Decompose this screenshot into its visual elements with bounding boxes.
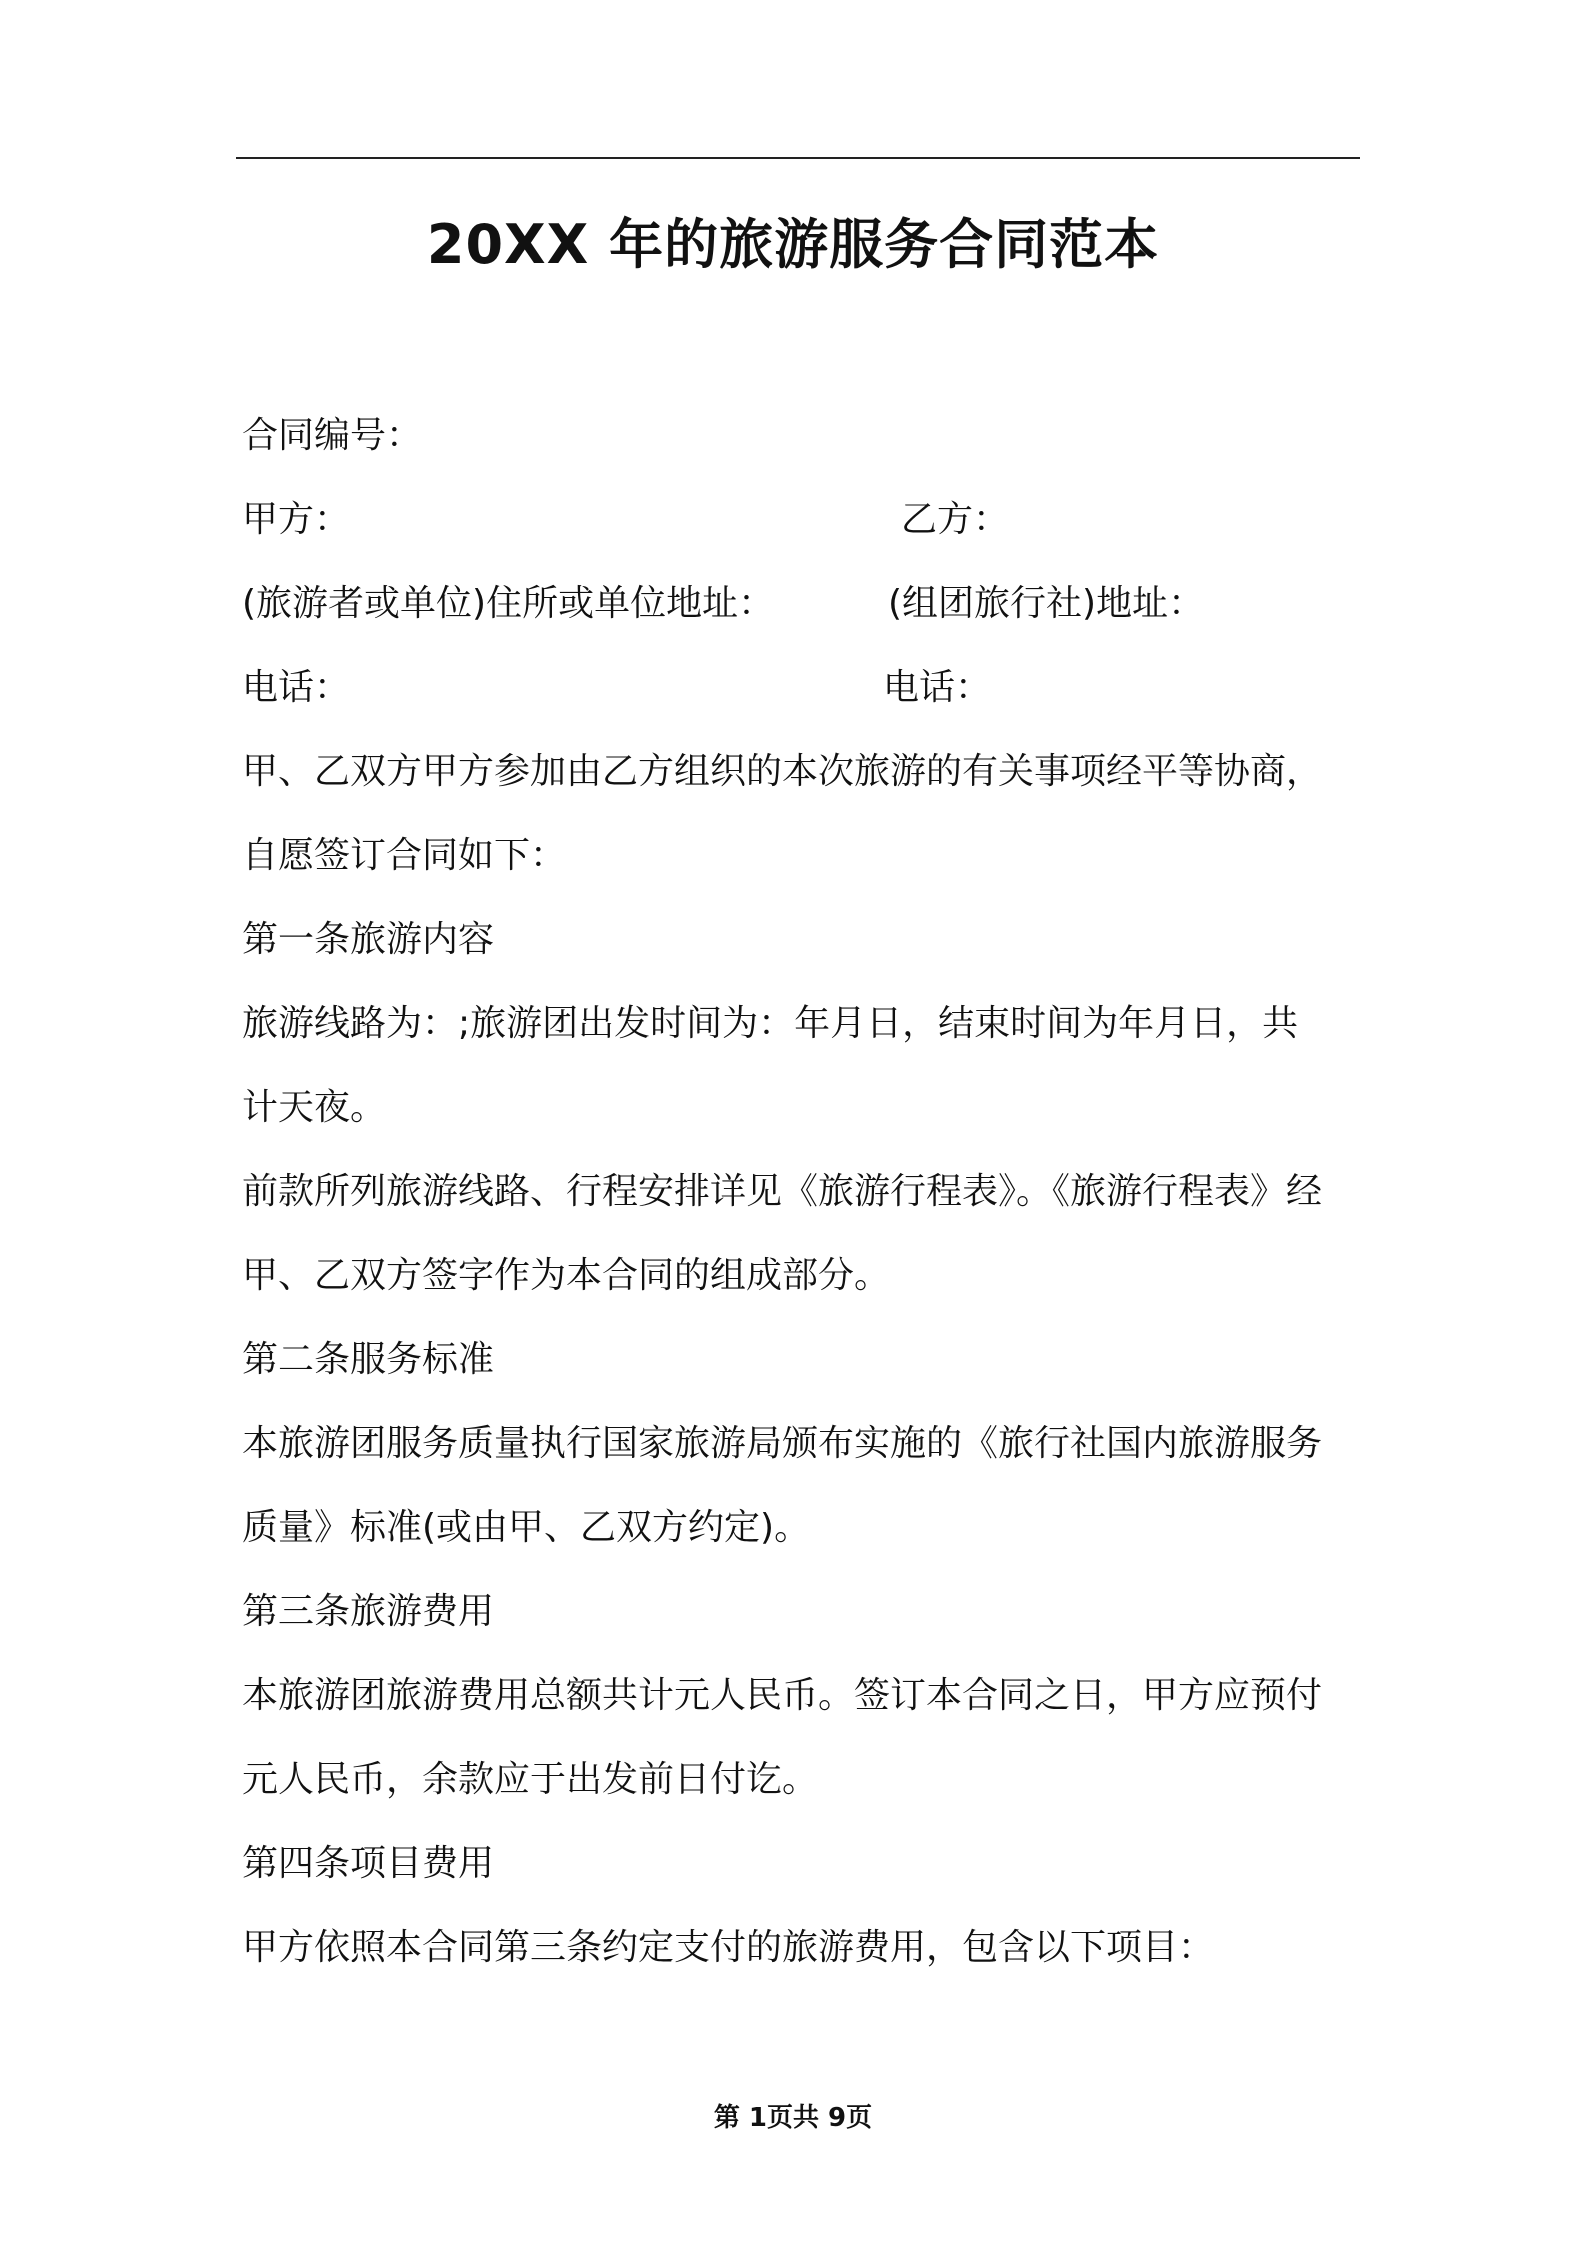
phone-row	[242, 646, 1360, 730]
section-heading: 第一条旅游内容	[242, 919, 495, 960]
paragraph-line: 质量》标准(或由甲、乙双方约定)。	[242, 1507, 811, 1548]
party-a-phone-label: 电话：	[242, 667, 351, 708]
section-heading: 第二条服务标准	[242, 1339, 495, 1380]
party-row	[242, 478, 1360, 562]
paragraph-line: 计天夜。	[242, 1087, 387, 1128]
header-rule	[236, 157, 1360, 159]
contract-number-label: 合同编号：	[242, 415, 423, 456]
paragraph-line: 甲、乙双方甲方参加由乙方组织的本次旅游的有关事项经平等协商，	[242, 751, 1323, 792]
paragraph-line: 自愿签订合同如下：	[242, 835, 567, 876]
section-heading: 第三条旅游费用	[242, 1591, 495, 1632]
address-row	[242, 562, 1360, 646]
paragraph-line: 本旅游团服务质量执行国家旅游局颁布实施的《旅行社国内旅游服务	[242, 1423, 1323, 1464]
page-footer: 第 1页共 9页	[713, 2103, 873, 2133]
party-b-label: 乙方：	[901, 499, 1010, 540]
paragraph-line: 本旅游团旅游费用总额共计元人民币。签订本合同之日，甲方应预付	[242, 1675, 1323, 1716]
paragraph-line: 前款所列旅游线路、行程安排详见《旅游行程表》。《旅游行程表》经	[242, 1171, 1323, 1212]
paragraph-line: 甲、乙双方签字作为本合同的组成部分。	[242, 1255, 891, 1296]
paragraph-line: 甲方依照本合同第三条约定支付的旅游费用，包含以下项目：	[242, 1927, 1215, 1968]
party-a-label: 甲方：	[242, 499, 351, 540]
paragraph-line: 旅游线路为：;旅游团出发时间为：年月日，结束时间为年月日，共	[242, 1003, 1299, 1044]
document-body	[242, 394, 1360, 1990]
document-title: 20XX 年的旅游服务合同范本	[426, 213, 1160, 276]
section-heading: 第四条项目费用	[242, 1843, 495, 1884]
party-b-address-label: (组团旅行社)地址：	[888, 583, 1205, 624]
party-a-address-label: (旅游者或单位)住所或单位地址：	[242, 583, 775, 624]
party-b-phone-label: 电话：	[883, 667, 992, 708]
paragraph-line: 元人民币，余款应于出发前日付讫。	[242, 1759, 819, 1800]
